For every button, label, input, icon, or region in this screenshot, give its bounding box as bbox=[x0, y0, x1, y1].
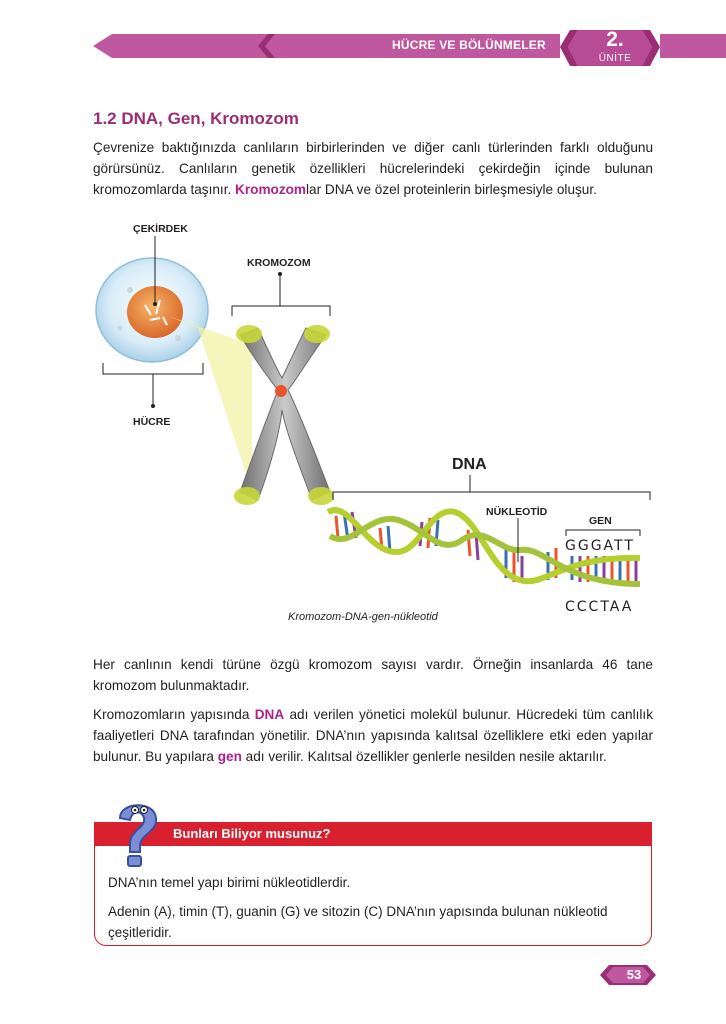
intro-highlight-kromozom: Kromozom bbox=[235, 182, 307, 197]
page-number: 53 bbox=[626, 967, 642, 982]
label-nucleotide: NÜKLEOTİD bbox=[486, 506, 548, 518]
sequence-top: GGGATT bbox=[565, 538, 635, 554]
info-line-1: DNA’nın temel yapı birimi nükleotidlerdir. bbox=[108, 875, 351, 890]
unit-number: 2. bbox=[606, 28, 624, 51]
info-box-title: Bunları Biliyor musunuz? bbox=[173, 826, 331, 841]
label-gene: GEN bbox=[589, 515, 612, 527]
figure-caption: Kromozom-DNA-gen-nükleotid bbox=[288, 611, 438, 623]
cell-illustration bbox=[96, 258, 208, 362]
question-mark-icon bbox=[110, 796, 166, 868]
p3-text-3: adı verilir. Kalıtsal özellikler genlerle nesilden nesile aktarılır. bbox=[241, 749, 607, 764]
intro-text-1: Çevrenize baktığınızda canlıların birbirlerinden ve diğer canlı türlerinden farklı olduğunu görürsünüz. Canlıların genetik özellikleri hücrelerindeki çekirdeğin içinde bulunan kromozomlarda taşınır. bbox=[93, 140, 653, 197]
label-chromosome: KROMOZOM bbox=[247, 257, 311, 269]
paragraph-chromosome-count: Her canlının kendi türüne özgü kromozom sayısı vardır. Örneğin insanlarda 46 tane kromozom bulunmaktadır. bbox=[93, 657, 653, 693]
label-cell: HÜCRE bbox=[133, 416, 171, 428]
chromosome-dna-figure bbox=[0, 200, 726, 620]
paragraph-dna-gene bbox=[93, 704, 653, 767]
label-nucleus: ÇEKİRDEK bbox=[133, 223, 188, 235]
section-title: 1.2 DNA, Gen, Kromozom bbox=[93, 109, 299, 128]
p3-text-2: adı verilen yönetici molekül bulunur. Hücredeki tüm canlılık faaliyetleri DNA tarafından yönetilir. DNA’nın yapısında kalıtsal özelliklere etki eden yapılar bulunur. Bu yapılara bbox=[93, 707, 653, 764]
info-line-2: Adenin (A), timin (T), guanin (G) ve sitozin (C) DNA’nın yapısında bulunan nükleotid çeşitleridir. bbox=[108, 904, 608, 940]
p3-highlight-gen: gen bbox=[217, 749, 242, 764]
p3-text-1: Kromozomların yapısında bbox=[93, 707, 255, 722]
unit-label: ÜNİTE bbox=[598, 53, 632, 64]
p3-highlight-dna: DNA bbox=[254, 707, 285, 722]
intro-paragraph bbox=[93, 137, 653, 200]
intro-text-2: lar DNA ve özel proteinlerin birleşmesiyle oluşur. bbox=[306, 182, 597, 197]
sequence-bottom: CCCTAA bbox=[565, 599, 634, 615]
chapter-title: HÜCRE VE BÖLÜNMELER bbox=[392, 38, 546, 52]
label-dna: DNA bbox=[452, 456, 487, 473]
